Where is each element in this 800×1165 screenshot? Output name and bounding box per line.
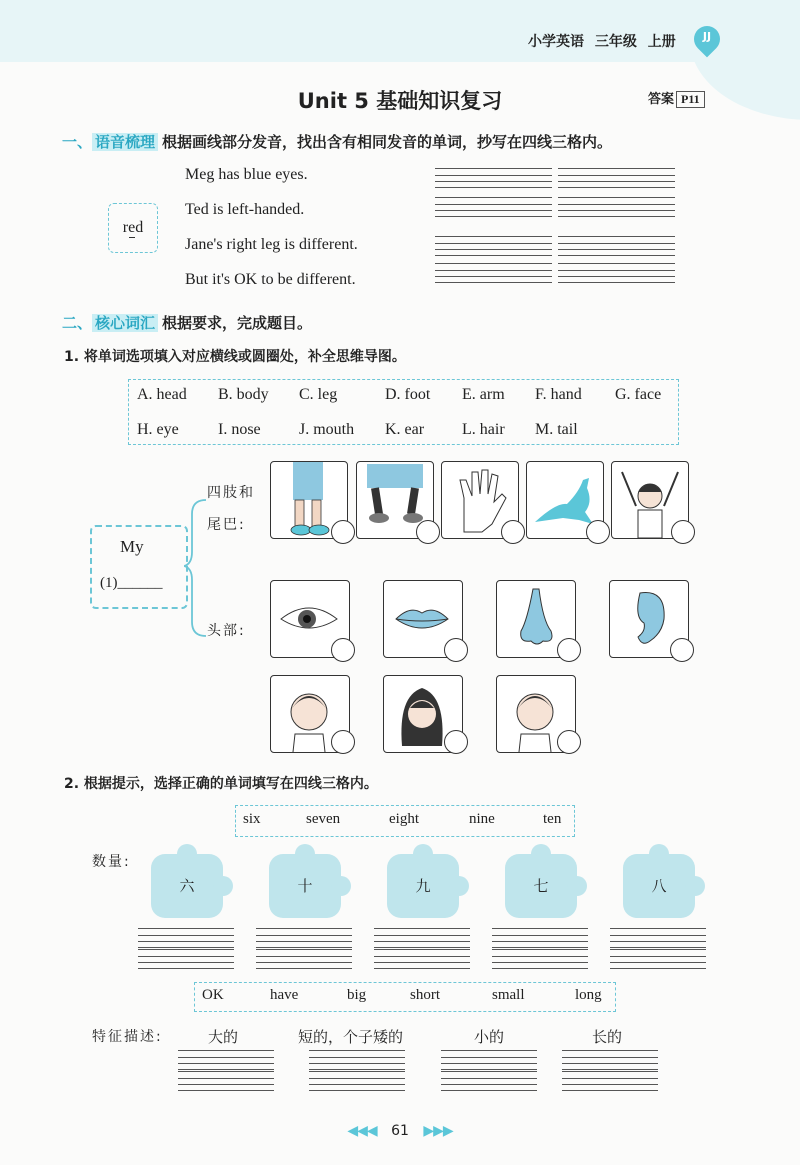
- answer-circle[interactable]: [331, 520, 355, 544]
- option: J. mouth: [299, 421, 355, 438]
- key-word-underline: [129, 237, 135, 238]
- mindmap-blank[interactable]: (1)______: [100, 575, 163, 591]
- number-cn: 七: [533, 877, 549, 895]
- sentence-4: But it's OK to be different.: [185, 271, 356, 288]
- option: L. hair: [462, 421, 505, 438]
- section2-tag: 核心词汇: [92, 314, 158, 332]
- feature-cn: 长的: [592, 1028, 623, 1046]
- answer-circle[interactable]: [331, 638, 355, 662]
- puzzle-piece: [151, 854, 223, 918]
- feature-cn: 大的: [208, 1028, 239, 1046]
- option: A. head: [137, 386, 187, 403]
- answer-circle[interactable]: [586, 520, 610, 544]
- option: H. eye: [137, 421, 179, 438]
- number-cn: 六: [179, 877, 195, 895]
- word-option: six: [243, 811, 261, 827]
- option: G. face: [615, 386, 662, 403]
- mindmap-my: My: [120, 537, 144, 556]
- numbers-label: 数量:: [92, 854, 131, 870]
- mindmap-center: [90, 525, 188, 609]
- head-label: 头部:: [207, 623, 246, 639]
- word-option: have: [270, 987, 299, 1003]
- writing-lines[interactable]: [309, 1050, 405, 1070]
- option: K. ear: [385, 421, 425, 438]
- writing-lines[interactable]: [558, 168, 675, 188]
- header-band: [0, 0, 800, 62]
- question-1: 1. 将单词选项填入对应横线或圆圈处，补全思维导图。: [64, 349, 406, 365]
- option: F. hand: [535, 386, 582, 403]
- number-cn: 十: [297, 877, 313, 895]
- header-subject: 小学英语: [528, 34, 584, 50]
- writing-lines[interactable]: [562, 1071, 658, 1091]
- writing-lines[interactable]: [256, 949, 352, 969]
- writing-lines[interactable]: [256, 928, 352, 948]
- writing-lines[interactable]: [178, 1071, 274, 1091]
- page-number-value: 61: [391, 1123, 409, 1139]
- writing-lines[interactable]: [562, 1050, 658, 1070]
- option: C. leg: [299, 386, 338, 403]
- option: B. body: [218, 386, 269, 403]
- question-2: 2. 根据提示，选择正确的单词填写在四线三格内。: [64, 776, 378, 792]
- writing-lines[interactable]: [435, 263, 552, 283]
- section1-instruction: 根据画线部分发音，找出含有相同发音的单词，抄写在四线三格内。: [162, 133, 613, 151]
- word-option: long: [575, 987, 602, 1003]
- writing-lines[interactable]: [435, 197, 552, 217]
- writing-lines[interactable]: [435, 236, 552, 256]
- writing-lines[interactable]: [558, 263, 675, 283]
- word-option: ten: [543, 811, 562, 827]
- option: M. tail: [535, 421, 578, 438]
- writing-lines[interactable]: [374, 928, 470, 948]
- adjectives-wordbox: [194, 982, 616, 1012]
- key-word-box: [108, 203, 158, 253]
- answer-circle[interactable]: [670, 638, 694, 662]
- writing-lines[interactable]: [558, 236, 675, 256]
- writing-lines[interactable]: [441, 1050, 537, 1070]
- answer-circle[interactable]: [557, 638, 581, 662]
- numbers-wordbox: [235, 805, 575, 837]
- answer-label: 答案: [648, 92, 675, 107]
- page-title: Unit 5 基础知识复习: [297, 89, 503, 113]
- puzzle-piece: [269, 854, 341, 918]
- writing-lines[interactable]: [374, 949, 470, 969]
- page-number: [0, 1123, 800, 1139]
- section1-tag: 语音梳理: [92, 133, 158, 151]
- puzzle-piece: [505, 854, 577, 918]
- mindmap-brace: [184, 498, 208, 638]
- limbs-label: 四肢和尾巴:: [207, 485, 255, 533]
- section2-instruction: 根据要求，完成题目。: [162, 314, 313, 332]
- writing-lines[interactable]: [138, 949, 234, 969]
- next-arrows-icon: ▶▶▶: [423, 1123, 453, 1139]
- word-option: nine: [469, 811, 495, 827]
- option: E. arm: [462, 386, 505, 403]
- key-word: red: [122, 219, 144, 236]
- word-option: OK: [202, 987, 224, 1003]
- sentence-2: Ted is left-handed.: [185, 201, 305, 218]
- writing-lines[interactable]: [610, 928, 706, 948]
- word-option: small: [492, 987, 525, 1003]
- options-box: [128, 379, 679, 445]
- writing-lines[interactable]: [435, 168, 552, 188]
- word-option: seven: [306, 811, 341, 827]
- writing-lines[interactable]: [441, 1071, 537, 1091]
- writing-lines[interactable]: [138, 928, 234, 948]
- section2-num: 二、: [62, 314, 93, 332]
- word-option: short: [410, 987, 440, 1003]
- sentence-3: Jane's right leg is different.: [185, 236, 358, 253]
- writing-lines[interactable]: [309, 1071, 405, 1091]
- header-volume: 上册: [647, 34, 676, 50]
- answer-circle[interactable]: [557, 730, 581, 754]
- header-info: [528, 31, 676, 51]
- puzzle-piece: [623, 854, 695, 918]
- answer-circle[interactable]: [671, 520, 695, 544]
- sentence-1: Meg has blue eyes.: [185, 166, 308, 183]
- answer-circle[interactable]: [444, 730, 468, 754]
- option: D. foot: [385, 386, 431, 403]
- section1-num: 一、: [62, 133, 93, 151]
- answer-ref[interactable]: [648, 88, 705, 108]
- header-badge: JJ: [702, 30, 712, 43]
- feature-cn: 小的: [474, 1028, 505, 1046]
- feature-label: 特征描述:: [92, 1029, 163, 1045]
- answer-circle[interactable]: [331, 730, 355, 754]
- prev-arrows-icon: ◀◀◀: [347, 1123, 377, 1139]
- writing-lines[interactable]: [610, 949, 706, 969]
- writing-lines[interactable]: [492, 949, 588, 969]
- word-option: big: [347, 987, 367, 1003]
- number-cn: 九: [415, 877, 431, 895]
- writing-lines[interactable]: [178, 1050, 274, 1070]
- puzzle-piece: [387, 854, 459, 918]
- section1-heading: [62, 131, 612, 152]
- option: I. nose: [218, 421, 261, 438]
- header-grade: 三年级: [594, 34, 637, 50]
- feature-cn: 短的，个子矮的: [298, 1028, 404, 1046]
- section2-heading: [62, 312, 312, 333]
- writing-lines[interactable]: [558, 197, 675, 217]
- word-option: eight: [389, 811, 419, 827]
- answer-circle[interactable]: [501, 520, 525, 544]
- answer-circle[interactable]: [416, 520, 440, 544]
- answer-circle[interactable]: [444, 638, 468, 662]
- answer-page: P11: [676, 91, 705, 108]
- writing-lines[interactable]: [492, 928, 588, 948]
- number-cn: 八: [651, 877, 667, 895]
